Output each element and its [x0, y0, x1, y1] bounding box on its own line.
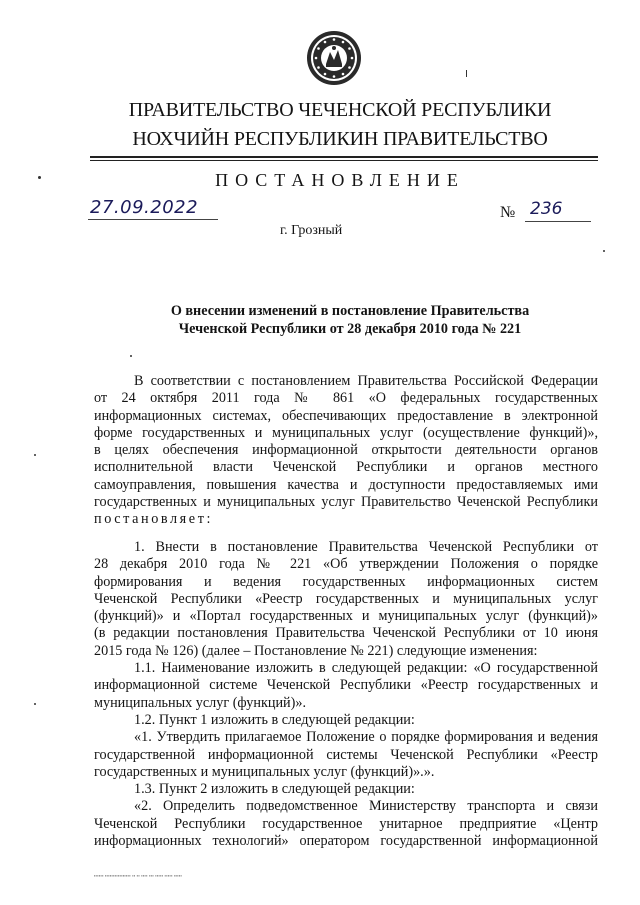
- coat-of-arms-icon: [306, 30, 362, 86]
- text-line: 28 декабря 2010 года № 221 «Об утверждении Положения о порядке: [94, 556, 598, 573]
- scan-speck: [38, 176, 41, 179]
- text-line: 1.2. Пункт 1 изложить в следующей редакции:: [134, 711, 415, 728]
- scan-speck: [34, 703, 36, 705]
- document-date: 27.09.2022: [90, 197, 199, 218]
- text-line: информационной системе Чеченской Республики «Реестр государственных и: [94, 677, 598, 694]
- scan-speck: [466, 70, 467, 77]
- number-underline: [525, 221, 591, 222]
- subject-line: Чеченской Республики от 28 декабря 2010 года № 221: [178, 321, 522, 337]
- document-number: 236: [530, 199, 563, 219]
- text-line: государственных и муниципальных услуг (функций)».».: [94, 763, 435, 780]
- text-line: формирования и ведения государственных информационных систем: [94, 573, 598, 590]
- text-line: исполнительной власти Чеченской Республики и органов местного: [94, 459, 598, 476]
- text-line: муниципальных услуг (функций)».: [94, 694, 306, 711]
- org-name-chechen: НОХЧИЙН РЕСПУБЛИКИН ПРАВИТЕЛЬСТВО: [132, 128, 548, 150]
- preamble-paragraph: [94, 373, 598, 529]
- text-line: Чеченской Республики «Реестр государственных и муниципальных услуг: [94, 590, 598, 607]
- text-line: Чеченской Республики государственное унитарное предприятие «Центр: [94, 815, 598, 832]
- text-line: (в редакции постановления Правительства Чеченской Республики от 10 июня: [94, 625, 598, 642]
- text-line: государственной информационной системы Чеченской Республики «Реестр: [94, 746, 598, 763]
- scan-footer-mark: ▪▪▪▪▪▪ ▪▪▪▪▪▪▪▪▪▪▪▪▪▪▪▪ ▪▪ ▪▪ ▪▪▪▪ ▪▪▪ ▪▪▪▪▪ ▪▪▪▪▪ ▪▪▪▪▪: [94, 873, 183, 878]
- text-line: В соответствии с постановлением Правительства Российской Федерации: [134, 373, 598, 389]
- text-line: в целях обеспечения информационной открытости деятельности органов: [94, 442, 598, 459]
- text-line: «2. Определить подведомственное Министерству транспорта и связи: [134, 798, 598, 815]
- scan-speck: [130, 355, 132, 357]
- text-line: информационных технологий» оператором государственной информационной: [94, 833, 598, 850]
- text-line: самоуправления, повышения качества и доступности предоставляемых ими: [94, 476, 598, 493]
- text-line: «1. Утвердить прилагаемое Положение о порядке формирования и ведения: [134, 729, 598, 746]
- text-line: 1.1. Наименование изложить в следующей редакции: «О государственной: [134, 660, 598, 677]
- city-name: г. Грозный: [280, 223, 343, 238]
- items-section: [94, 539, 598, 850]
- number-label: №: [500, 204, 516, 221]
- scan-speck: [34, 454, 36, 456]
- text-line: государственных и муниципальных услуг Правительство Чеченской Республики: [94, 494, 598, 511]
- subject-line: О внесении изменений в постановление Правительства: [170, 303, 530, 319]
- date-underline: [88, 219, 218, 220]
- document-type-title: ПОСТАНОВЛЕНИЕ: [215, 170, 465, 190]
- document-subject: [120, 302, 580, 338]
- text-line: 2015 года № 126) (далее – Постановление № 221) следующие изменения:: [94, 642, 538, 659]
- resolves-word: постановляет:: [94, 511, 214, 528]
- text-line: форме государственных и муниципальных услуг (осуществление функций)»,: [94, 424, 598, 441]
- text-line: 1. Внести в постановление Правительства Чеченской Республики от: [134, 539, 598, 555]
- text-line: от 24 октября 2011 года № 861 «О федеральных государственных: [94, 390, 598, 407]
- scan-speck: [603, 250, 605, 252]
- org-name-russian: ПРАВИТЕЛЬСТВО ЧЕЧЕНСКОЙ РЕСПУБЛИКИ: [128, 99, 552, 121]
- text-line: информационных системах, обеспечивающих предоставление в электронной: [94, 407, 598, 424]
- header-divider-thin: [90, 160, 598, 161]
- text-line: 1.3. Пункт 2 изложить в следующей редакции:: [134, 781, 415, 798]
- header-divider-thick: [90, 156, 598, 158]
- text-line: (функций)» и «Портал государственных и муниципальных услуг (функций)»: [94, 608, 598, 625]
